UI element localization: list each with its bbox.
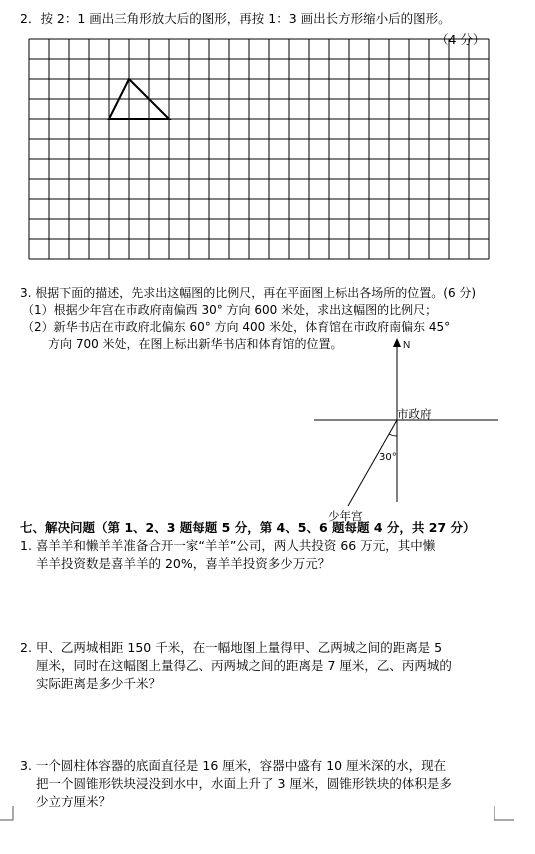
problem2-line3: 实际距离是多少千米？ — [36, 676, 162, 691]
youth-palace-ray — [348, 420, 397, 506]
q3-part1: （1）根据少年宫在市政府南偏西 30° 方向 600 米处，求出这幅图的比例尺； — [22, 303, 438, 317]
north-label: N — [403, 340, 411, 351]
angle-label: 30° — [379, 452, 397, 463]
q3-part2-line1: （2）新华书店在市政府北偏东 60° 方向 400 米处，体育馆在市政府南偏东 45° — [22, 320, 451, 334]
problem2-line2: 厘米，同时在这幅图上量得乙、丙两城之间的距离是 7 厘米，乙、丙两城的 — [36, 658, 452, 673]
problem2-line1: 2. 甲、乙两城相距 150 千米，在一幅地图上量得甲、乙两城之间的距离是 5 — [20, 640, 443, 655]
grid-svg — [28, 38, 494, 260]
problem3-line1: 3. 一个圆柱体容器的底面直径是 16 厘米，容器中盛有 10 厘米深的水，现在 — [20, 758, 447, 773]
angle-arc — [389, 434, 397, 436]
location-map[interactable] — [300, 334, 510, 528]
problem3-line3: 少立方厘米？ — [36, 794, 112, 809]
q2-score: （4 分） — [436, 32, 486, 47]
q3-title: 3. 根据下面的描述，先求出这幅图的比例尺，再在平面图上标出各场所的位置。(6 分) — [20, 286, 477, 300]
north-arrow-icon — [393, 338, 401, 347]
corner-mark-left — [0, 806, 14, 826]
youth-palace-label: 少年宫 — [328, 509, 363, 523]
map-svg — [300, 334, 510, 524]
q2-text: 2．按 2：1 画出三角形放大后的图形，再按 1：3 画出长方形缩小后的图形。 — [20, 11, 451, 26]
q3-part2-line2: 方向 700 米处，在图上标出新华书店和体育馆的位置。 — [48, 337, 343, 351]
corner-mark-right — [494, 806, 514, 826]
problem3-line2: 把一个圆锥形铁块浸没到水中，水面上升了 3 厘米，圆锥形铁块的体积是多 — [36, 776, 452, 791]
problem1-line1: 1. 喜羊羊和懒羊羊准备合开一家“羊羊”公司，两人共投资 66 万元，其中懒 — [20, 538, 436, 553]
section7-heading: 七、解决问题（第 1、2、3 题每题 5 分，第 4、5、6 题每题 4 分，共 27 分） — [20, 520, 476, 535]
drawing-grid[interactable] — [28, 38, 494, 264]
problem1-line2: 羊羊投资数是喜羊羊的 20%，喜羊羊投资多少万元？ — [36, 556, 331, 571]
city-hall-label: 市政府 — [397, 407, 432, 421]
